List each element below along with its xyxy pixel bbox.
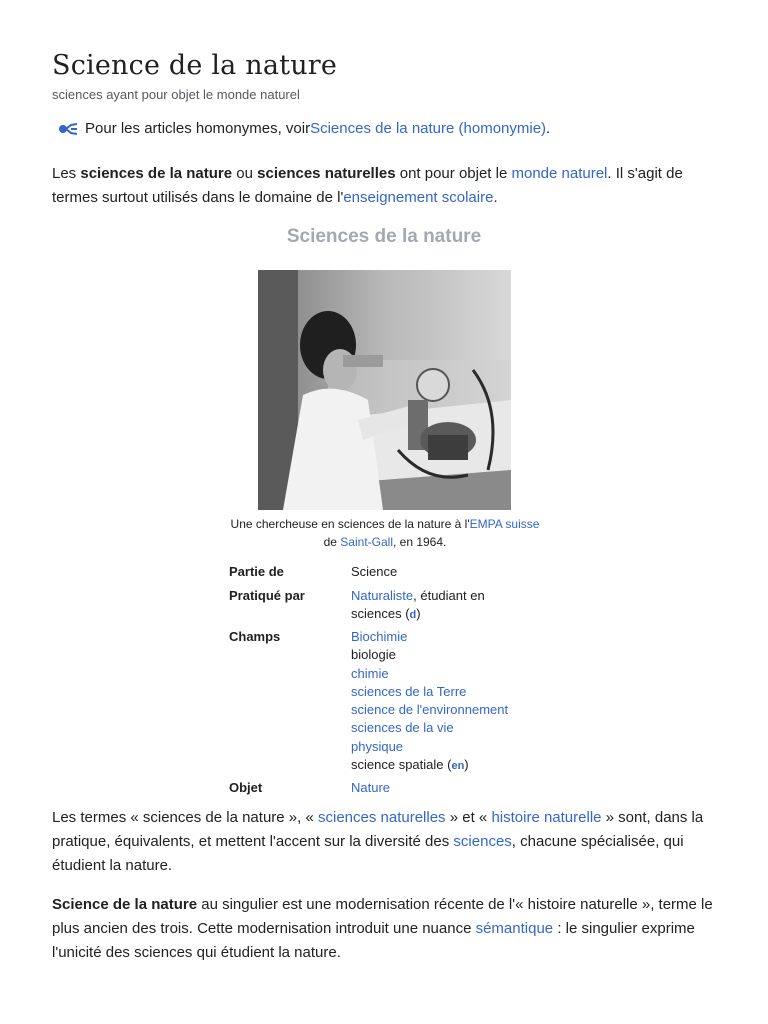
monde-naturel-link[interactable]: monde naturel: [511, 165, 608, 182]
text: science spatiale (: [351, 757, 452, 773]
enseignement-scolaire-link[interactable]: enseignement scolaire: [343, 189, 494, 206]
champs-item: [351, 646, 541, 664]
champs-item: [351, 683, 541, 701]
champs-item: [351, 719, 541, 737]
infobox-label-partie: Partie de: [229, 564, 284, 579]
text: .: [493, 189, 498, 206]
text: : le singulier exprime l'unicité des sciences qui étudient la nature.: [52, 920, 695, 961]
researcher-photo[interactable]: [258, 270, 511, 510]
text: Les: [52, 165, 81, 182]
naturaliste-link[interactable]: Naturaliste: [351, 588, 414, 603]
text: sciences (: [351, 606, 410, 622]
sciences-naturelles-link[interactable]: sciences naturelles: [317, 809, 446, 826]
champs-item: [351, 628, 541, 646]
champs-link[interactable]: physique: [351, 738, 404, 754]
wikidata-link[interactable]: d: [409, 609, 417, 622]
infobox-value-pratique: [351, 587, 541, 625]
champs-item-last: [351, 756, 541, 775]
semantique-link[interactable]: sémantique: [475, 920, 554, 937]
text: , étudiant en: [413, 588, 485, 603]
bold-term: Science de la nature: [52, 896, 198, 913]
text: » sont, dans la pratique, équivalents, et mettent l'accent sur la diversité des: [52, 809, 704, 850]
text: » et «: [445, 809, 492, 826]
text: Une chercheuse en sciences de la nature à l': [230, 517, 470, 531]
champs-item: [351, 701, 541, 719]
page-title: Science de la nature: [52, 50, 338, 81]
text: , chacune spécialisée, qui étudient la nature.: [52, 833, 684, 874]
champs-link[interactable]: Biochimie: [351, 629, 408, 644]
third-paragraph: [52, 893, 716, 965]
saint-gall-link[interactable]: Saint-Gall: [340, 535, 393, 549]
text: , en 1964.: [392, 535, 447, 549]
infobox-label-pratique: Pratiqué par: [229, 588, 305, 603]
champs-link[interactable]: science de l'environnement: [351, 702, 509, 718]
hatnote-text: Pour les articles homonymes, voir: [85, 120, 311, 137]
champs-link[interactable]: sciences de la vie: [351, 720, 454, 736]
text: au singulier est une modernisation récente de l'« histoire naturelle », terme le plus ancien des trois. Cette modernisation introduit une nuance: [52, 896, 713, 937]
sciences-link[interactable]: sciences: [453, 833, 512, 850]
champs-link[interactable]: sciences de la Terre: [351, 683, 467, 699]
champs-text: biologie: [351, 647, 396, 663]
hatnote: [58, 120, 550, 137]
infobox-value-objet: [351, 779, 541, 797]
page-subtitle: sciences ayant pour objet le monde naturel: [52, 87, 300, 102]
infobox-value-champs: [351, 628, 541, 775]
infobox-value-partie: Science: [351, 564, 398, 579]
histoire-naturelle-link[interactable]: histoire naturelle: [491, 809, 602, 826]
champs-item: [351, 665, 541, 683]
infobox-label-objet: Objet: [229, 780, 263, 795]
champs-link[interactable]: chimie: [351, 665, 389, 681]
homonymie-link[interactable]: Sciences de la nature (homonymie): [310, 120, 547, 137]
infobox-title: Sciences de la nature: [286, 226, 482, 247]
text: ): [464, 757, 469, 773]
text: Les termes « sciences de la nature », «: [52, 809, 318, 826]
text: ont pour objet le: [395, 165, 512, 182]
text: ): [416, 606, 421, 622]
text: . Il s'agit de termes surtout utilisés dans le domaine de l': [52, 165, 683, 206]
nature-link[interactable]: Nature: [351, 780, 391, 795]
text: de: [323, 535, 341, 549]
disambiguation-icon: [58, 122, 78, 136]
empa-link[interactable]: EMPA suisse: [469, 517, 540, 531]
en-link[interactable]: en: [451, 760, 465, 773]
photo-caption: [230, 515, 540, 551]
intro-paragraph: [52, 162, 716, 210]
champs-item: [351, 738, 541, 756]
infobox-label-champs: Champs: [229, 629, 281, 644]
hatnote-end: .: [546, 120, 551, 137]
bold-term: sciences de la nature: [80, 165, 233, 182]
text: ou: [232, 165, 258, 182]
bold-term: sciences naturelles: [257, 165, 396, 182]
second-paragraph: [52, 806, 716, 878]
